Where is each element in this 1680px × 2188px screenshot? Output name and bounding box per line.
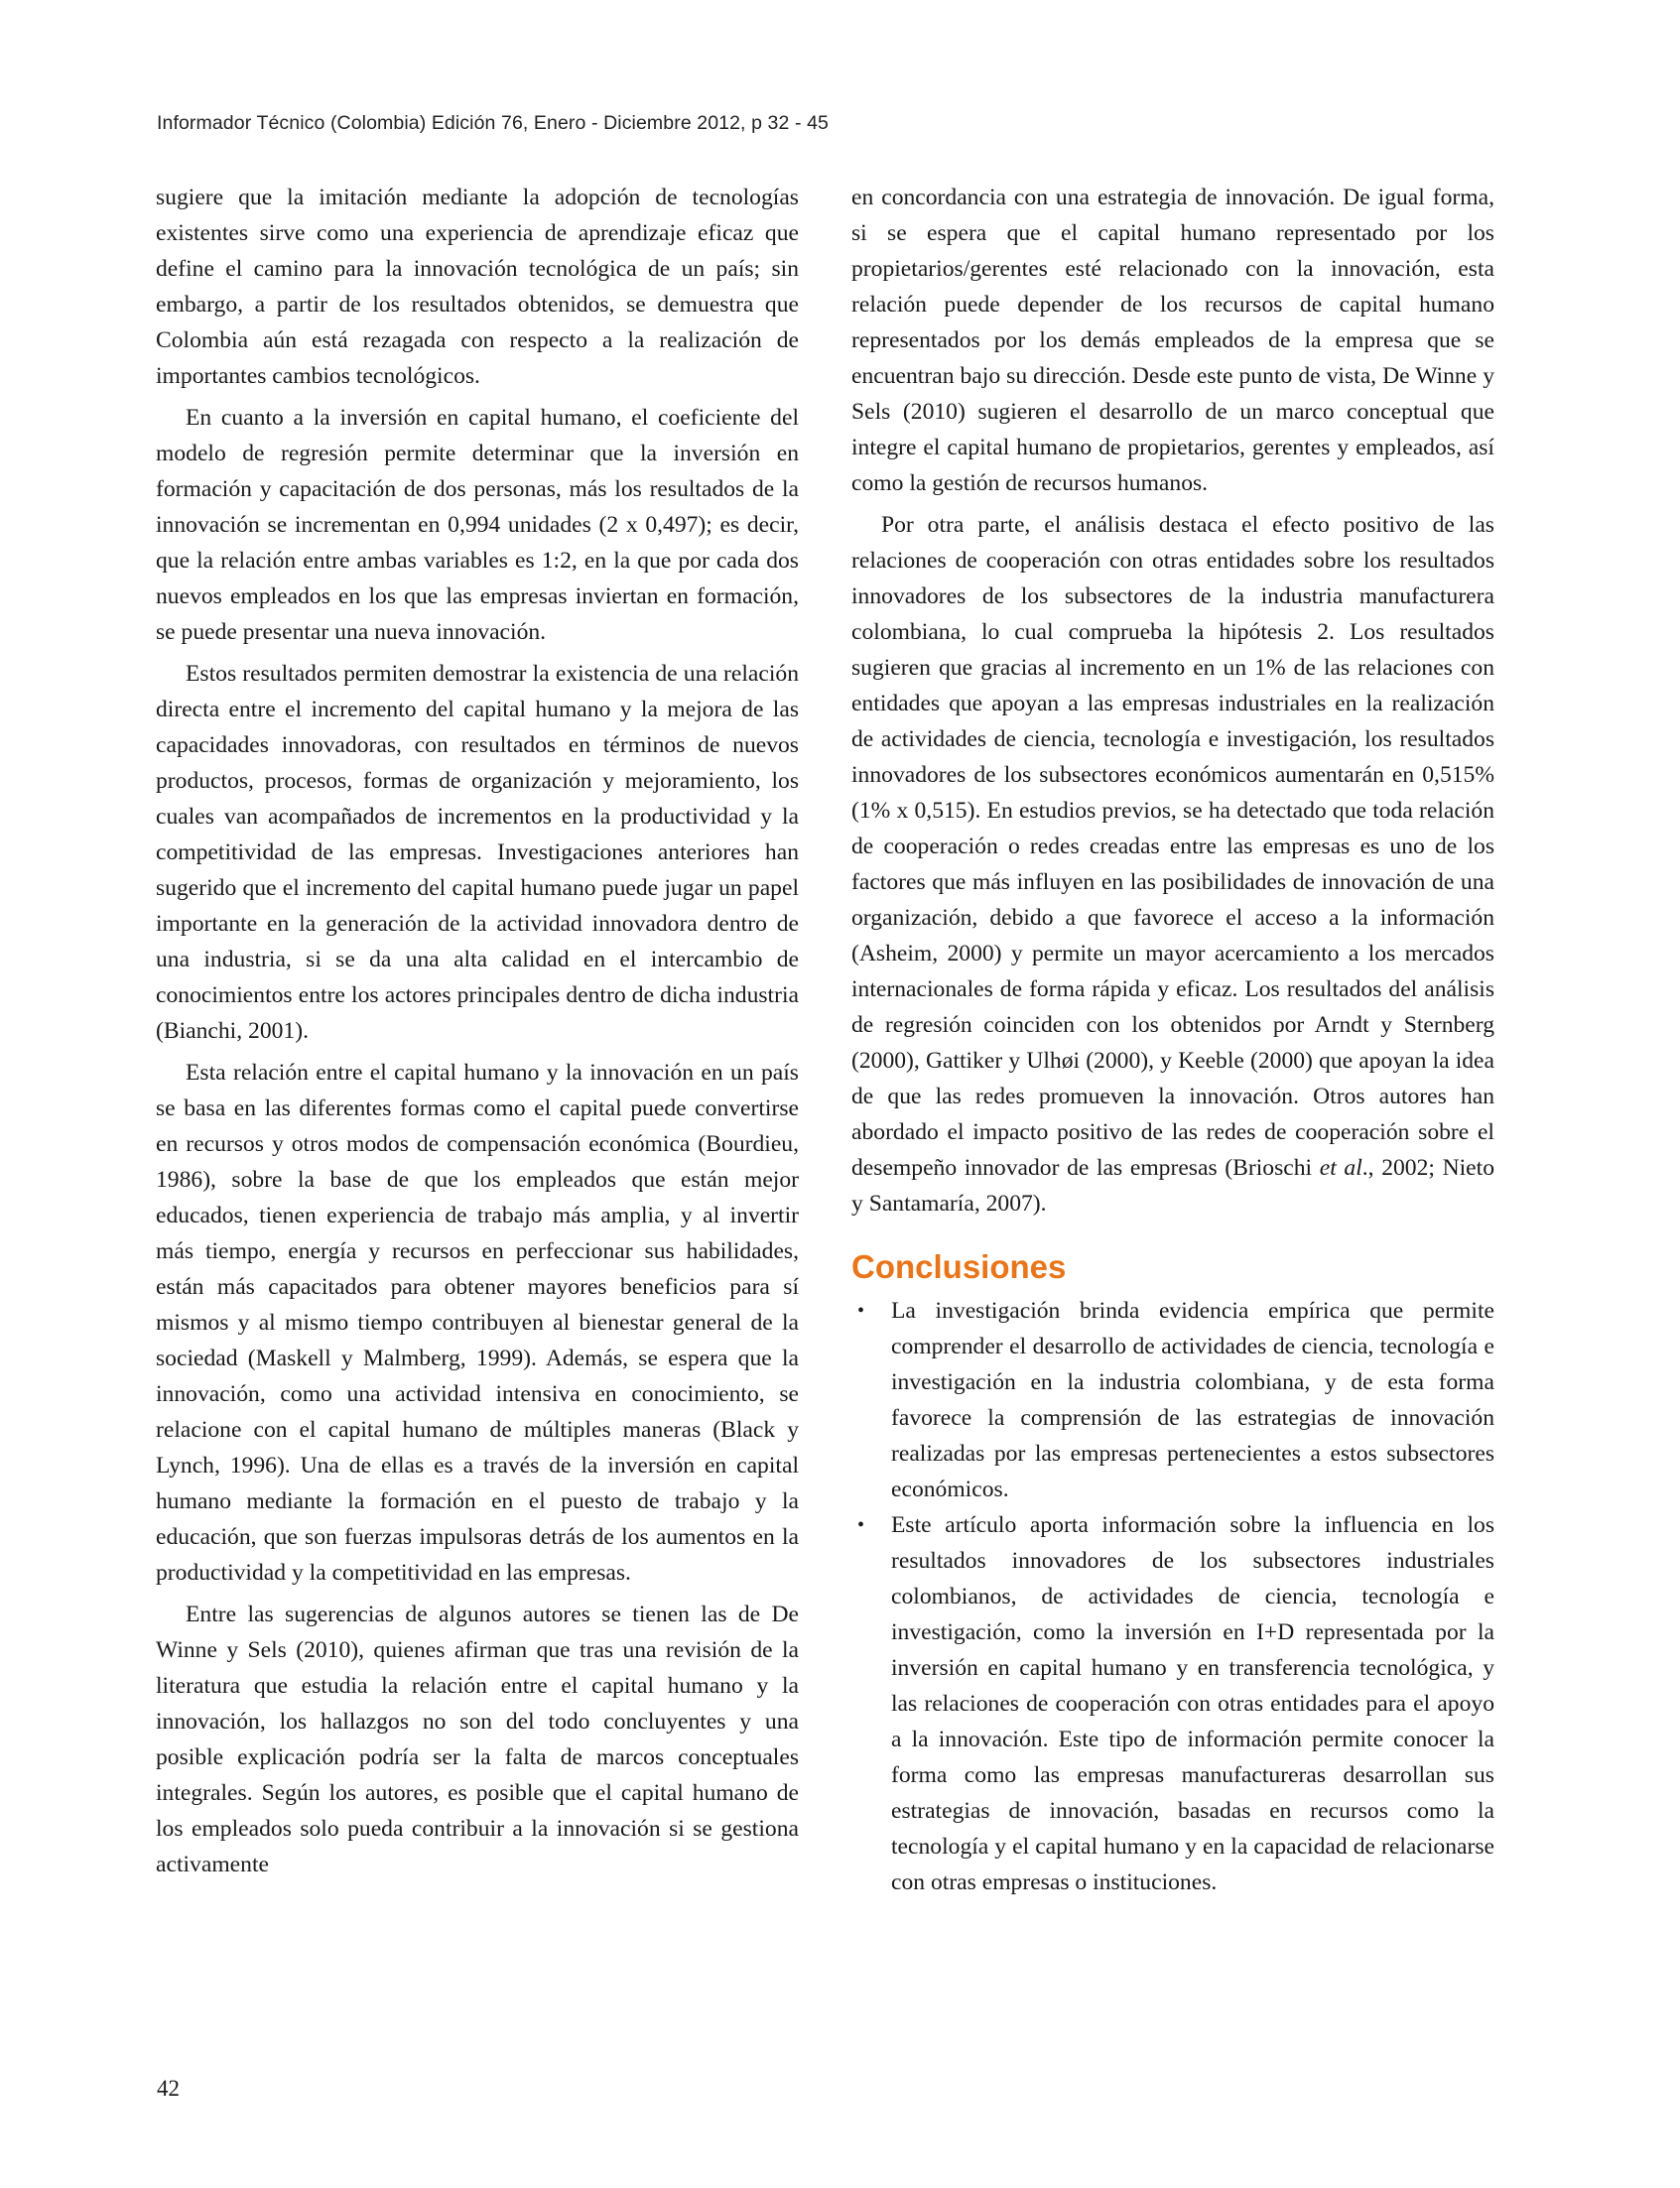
- italic-et-al: et al: [1319, 1155, 1362, 1181]
- bullet-icon: •: [857, 1514, 865, 1536]
- list-item-text: Este artículo aporta información sobre la influencia en los resultados innovadores de los subsectores industriales colombianos, de actividades de ciencia, tecnología e investigación, como la inversión en I+D representada por la inversión en capital humano y en transferencia tecnológica, y las relaciones de cooperación con otras entidades para el apoyo a la innovación. Este tipo de información permite conocer la forma como las empresas manufactureras desarrollan sus estrategias de innovación, basadas en recursos como la tecnología y el capital humano y en la capacidad de relacionarse con otras empresas o instituciones.: [891, 1512, 1494, 1895]
- paragraph-continuation: sugiere que la imitación mediante la adopción de tecnologías existentes sirve como una experiencia de aprendizaje eficaz que define el camino para la innovación tecnológica de un país; sin embargo, a partir de los resultados obtenidos, se demuestra que Colombia aún está rezagada con respecto a la realización de importantes cambios tecnológicos.: [156, 185, 799, 389]
- page-number: 42: [157, 2076, 180, 2101]
- running-header: Informador Técnico (Colombia) Edición 76, Enero - Diciembre 2012, p 32 - 45: [157, 112, 829, 134]
- conclusions-list: [851, 1293, 1494, 1900]
- paragraph-tail: ., 2002; Nieto y Santamaría, 2007).: [851, 1155, 1495, 1217]
- paragraph-text: Por otra parte, el análisis destaca el efecto positivo de las relaciones de cooperación con otras entidades sobre los resultados innovadores de los subsectores de la industria manufacturera colombiana, lo cual comprueba la hipótesis 2. Los resultados sugieren que gracias al incremento en un 1% de las relaciones con entidades que apoyan a las empresas industriales en la realización de actividades de ciencia, tecnología e investigación, los resultados innovadores de los subsectores económicos aumentarán en 0,515% (1% x 0,515). En estudios previos, se ha detectado que toda relación de cooperación o redes creadas entre las empresas es uno de los factores que más influyen en las posibilidades de innovación de una organización, debido a que favorece el acceso a la información (Asheim, 2000) y permite un mayor acercamiento a los mercados internacionales de forma rápida y eficaz. Los resultados del análisis de regresión coinciden con los obtenidos por Arndt y Sternberg (2000), Gattiker y Ulhøi (2000), y Keeble (2000) que apoyan la idea de que las redes promueven la innovación. Otros autores han abordado el impacto positivo de las redes de cooperación sobre el desempeño innovador de las empresas (Brioschi: [851, 512, 1494, 1181]
- left-column: [156, 180, 799, 1888]
- list-item: [851, 1507, 1494, 1900]
- list-item: [851, 1293, 1494, 1507]
- bullet-icon: •: [857, 1300, 865, 1322]
- paragraph: [851, 507, 1494, 1222]
- paragraph: Entre las sugerencias de algunos autores se tienen las de De Winne y Sels (2010), quienes afirman que tras una revisión de la literatura que estudia la relación entre el capital humano y la innovación, los hallazgos no son del todo concluyentes y una posible explicación podría ser la falta de marcos conceptuales integrales. Según los autores, es posible que el capital humano de los empleados solo pueda contribuir a la innovación si se gestiona activamente: [156, 1602, 799, 1877]
- list-item-text: La investigación brinda evidencia empírica que permite comprender el desarrollo de actividades de ciencia, tecnología e investigación en la industria colombiana, y de esta forma favorece la comprensión de las estrategias de innovación realizadas por las empresas pertenecientes a estos subsectores económicos.: [891, 1298, 1494, 1502]
- paragraph: Esta relación entre el capital humano y la innovación en un país se basa en las diferentes formas como el capital puede convertirse en recursos y otros modos de compensación económica (Bourdieu, 1986), sobre la base de que los empleados que están mejor educados, tienen experiencia de trabajo más amplia, y al invertir más tiempo, energía y recursos en perfeccionar sus habilidades, están más capacitados para obtener mayores beneficios para sí mismos y al mismo tiempo contribuyen al bienestar general de la sociedad (Maskell y Malmberg, 1999). Además, se espera que la innovación, como una actividad intensiva en conocimiento, se relacione con el capital humano de múltiples maneras (Black y Lynch, 1996). Una de ellas es a través de la inversión en capital humano mediante la formación en el puesto de trabajo y la educación, que son fuerzas impulsoras detrás de los aumentos en la productividad y la competitividad en las empresas.: [156, 1060, 799, 1586]
- right-column: [851, 180, 1494, 1900]
- paragraph: Estos resultados permiten demostrar la existencia de una relación directa entre el incremento del capital humano y la mejora de las capacidades innovadoras, con resultados en términos de nuevos productos, procesos, formas de organización y mejoramiento, los cuales van acompañados de incrementos en la productividad y la competitividad de las empresas. Investigaciones anteriores han sugerido que el incremento del capital humano puede jugar un papel importante en la generación de la actividad innovadora dentro de una industria, si se da una alta calidad en el intercambio de conocimientos entre los actores principales dentro de dicha industria (Bianchi, 2001).: [156, 661, 799, 1044]
- paragraph: En cuanto a la inversión en capital humano, el coeficiente del modelo de regresión permite determinar que la inversión en formación y capacitación de dos personas, más los resultados de la innovación se incrementan en 0,994 unidades (2 x 0,497); es decir, que la relación entre ambas variables es 1:2, en la que por cada dos nuevos empleados en los que las empresas inviertan en formación, se puede presentar una nueva innovación.: [156, 405, 799, 645]
- conclusions-heading: Conclusiones: [851, 1248, 1067, 1285]
- paragraph-continuation: en concordancia con una estrategia de innovación. De igual forma, si se espera que el capital humano representado por los propietarios/gerentes esté relacionado con la innovación, esta relación puede depender de los recursos de capital humano representados por los demás empleados de la empresa que se encuentran bajo su dirección. Desde este punto de vista, De Winne y Sels (2010) sugieren el desarrollo de un marco conceptual que integre el capital humano de propietarios, gerentes y empleados, así como la gestión de recursos humanos.: [851, 185, 1494, 496]
